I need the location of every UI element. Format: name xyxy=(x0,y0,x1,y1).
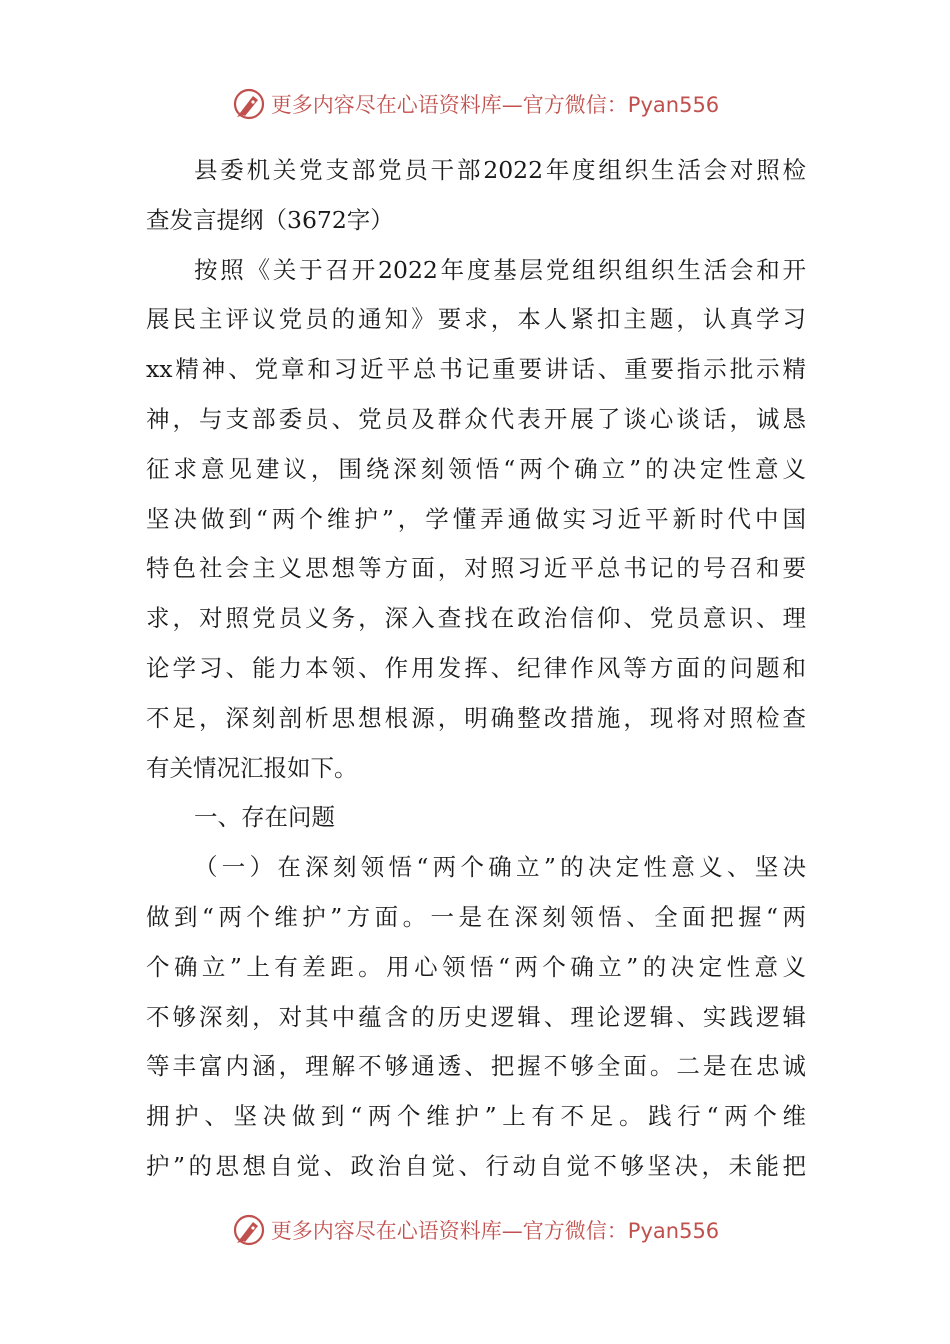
text-line: 坚决做到“两个维护”，学懂弄通做实习近平新时代中国 xyxy=(146,504,806,533)
text-line: 特色社会主义思想等方面，对照习近平总书记的号召和要 xyxy=(146,554,806,583)
text-line: 不足，深刻剖析思想根源，明确整改措施，现将对照检查 xyxy=(146,703,806,732)
watermark-text: 更多内容尽在心语资料库—官方微信：Pyan556 xyxy=(270,93,720,117)
watermark-banner-bottom xyxy=(0,1210,950,1250)
text-line: 等丰富内涵，理解不够通透、把握不够全面。二是在忠诚 xyxy=(146,1052,806,1081)
text-line: 按照《关于召开2022年度基层党组织组织生活会和开 xyxy=(194,255,806,284)
watermark-banner-top xyxy=(0,84,950,124)
text-line: 征求意见建议，围绕深刻领悟“两个确立”的决定性意义 xyxy=(146,454,806,483)
text-line: 拥护、坚决做到“两个维护”上有不足。践行“两个维 xyxy=(146,1102,806,1131)
text-line: 查发言提纲（3672字） xyxy=(146,205,394,234)
text-line: 求，对照党员义务，深入查找在政治信仰、党员意识、理 xyxy=(146,604,806,633)
text-line: 县委机关党支部党员干部2022年度组织生活会对照检 xyxy=(194,156,806,184)
text-line: （一）在深刻领悟“两个确立”的决定性意义、坚决 xyxy=(194,853,806,882)
text-line: 一、存在问题 xyxy=(194,803,335,832)
document-body xyxy=(146,146,806,1192)
text-line: 个确立”上有差距。用心领悟“两个确立”的决定性意义 xyxy=(146,952,806,981)
text-line: 做到“两个维护”方面。一是在深刻领悟、全面把握“两 xyxy=(146,902,806,931)
pen-nib-logo-icon xyxy=(231,86,267,122)
text-line: 神，与支部委员、党员及群众代表开展了谈心谈话，诚恳 xyxy=(146,404,806,433)
text-line: 不够深刻，对其中蕴含的历史逻辑、理论逻辑、实践逻辑 xyxy=(146,1002,806,1031)
text-line: 展民主评议党员的通知》要求，本人紧扣主题，认真学习 xyxy=(146,305,806,334)
text-line: 护”的思想自觉、政治自觉、行动自觉不够坚决，未能把 xyxy=(146,1151,806,1180)
text-line: xx精神、党章和习近平总书记重要讲话、重要指示批示精 xyxy=(146,355,806,384)
text-line: 有关情况汇报如下。 xyxy=(146,753,358,782)
watermark-text: 更多内容尽在心语资料库—官方微信：Pyan556 xyxy=(270,1219,720,1243)
pen-nib-logo-icon xyxy=(231,1212,267,1248)
text-line: 论学习、能力本领、作用发挥、纪律作风等方面的问题和 xyxy=(146,653,806,682)
